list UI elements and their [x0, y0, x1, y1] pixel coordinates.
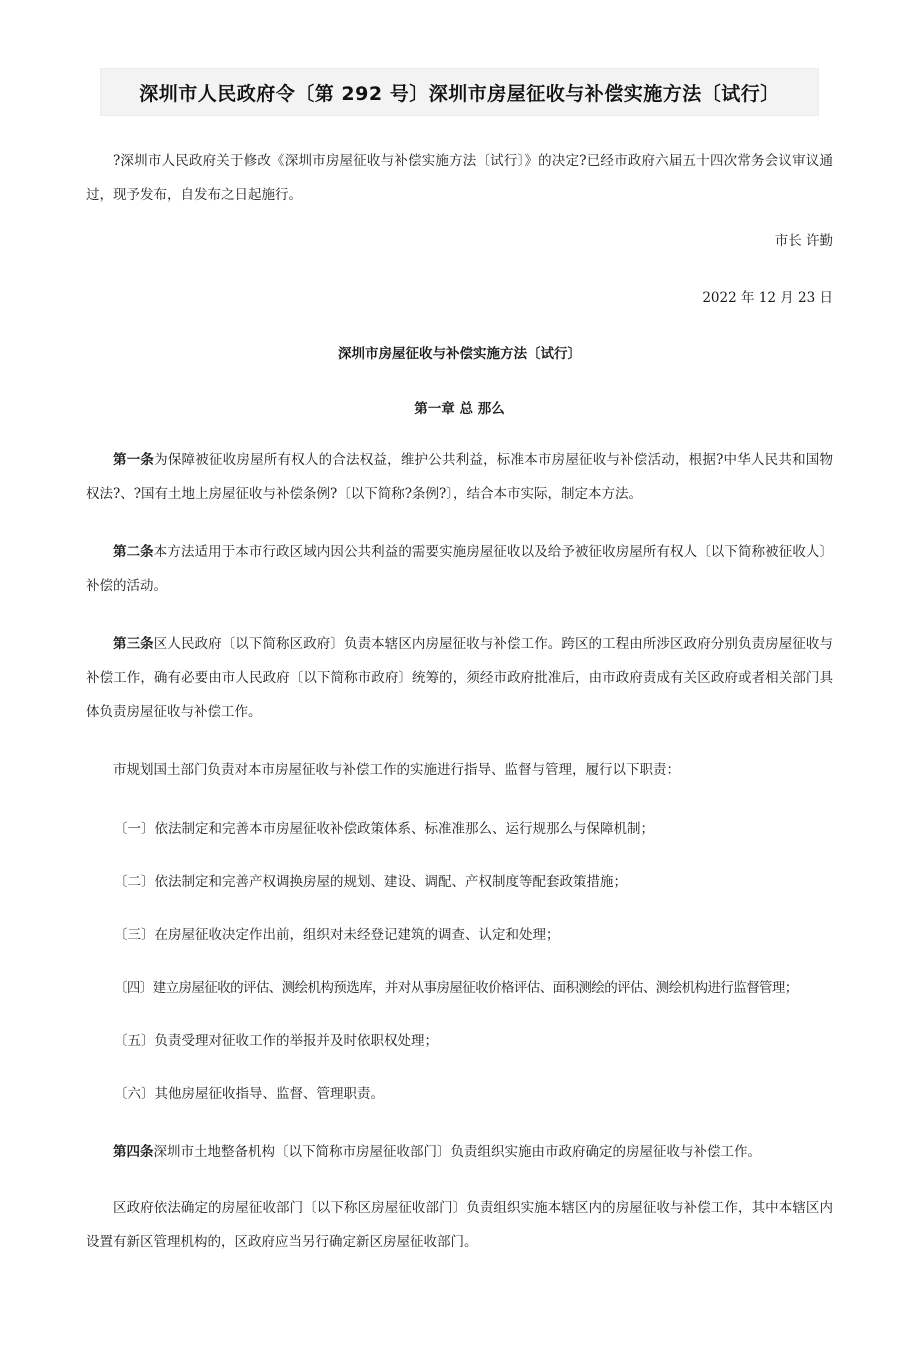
article-1-label: 第一条: [113, 452, 155, 468]
duties-intro: 市规划国土部门负责对本市房屋征收与补偿工作的实施进行指导、监督与管理，履行以下职责：: [113, 762, 680, 778]
signature: 市长 许勤: [774, 233, 833, 249]
duty-item-2: 〔二〕依法制定和完善产权调换房屋的规划、建设、调配、产权制度等配套政策措施；: [114, 874, 627, 890]
duty-item-6: 〔六〕其他房屋征收指导、监督、管理职责。: [114, 1086, 384, 1102]
article-4-label: 第四条: [113, 1144, 154, 1160]
document-subtitle: 深圳市房屋征收与补偿实施方法〔试行〕: [338, 346, 581, 362]
chapter-heading: 第一章 总 那么: [414, 401, 505, 417]
article-1: [86, 443, 833, 511]
duty-item-1: 〔一〕依法制定和完善本市房屋征收补偿政策体系、标准准那么、运行规那么与保障机制；: [114, 821, 654, 837]
duty-item-4: 〔四〕建立房屋征收的评估、测绘机构预选库，并对从事房屋征收价格评估、面积测绘的评估、测绘机构进行监督管理；: [114, 980, 798, 996]
article-1-text: 为保障被征收房屋所有权人的合法权益，维护公共利益，标准本市房屋征收与补偿活动，根据?中华人民共和国物权法?、?国有土地上房屋征收与补偿条例?〔以下简称?条例?〕，结合本市实际，制定本方法。: [86, 452, 833, 502]
preamble-paragraph: ?深圳市人民政府关于修改《深圳市房屋征收与补偿实施方法〔试行〕》的决定?已经市政府六届五十四次常务会议审议通过，现予发布，自发布之日起施行。: [86, 153, 833, 203]
title-band: [100, 68, 819, 116]
article-3-label: 第三条: [113, 636, 154, 652]
article-2: [86, 535, 833, 603]
document-title: 深圳市人民政府令〔第 292 号〕深圳市房屋征收与补偿实施方法〔试行〕: [139, 82, 780, 105]
duty-item-5: 〔五〕负责受理对征收工作的举报并及时依职权处理；: [114, 1033, 438, 1049]
article-2-label: 第二条: [113, 544, 154, 560]
article-4-text: 深圳市土地整备机构〔以下简称市房屋征收部门〕负责组织实施由市政府确定的房屋征收与补偿工作。: [153, 1144, 761, 1160]
article-3-text: 区人民政府〔以下简称区政府〕负责本辖区内房屋征收与补偿工作。跨区的工程由所涉区政府分别负责房屋征收与补偿工作，确有必要由市人民政府〔以下简称市政府〕统筹的，须经市政府批准后，由市政府责成有关区政府或者相关部门具体负责房屋征收与补偿工作。: [86, 636, 834, 720]
document-page: [0, 68, 920, 1370]
issue-date: 2022 年 12 月 23 日: [702, 290, 833, 306]
article-4: [86, 1135, 833, 1169]
article-2-text: 本方法适用于本市行政区域内因公共利益的需要实施房屋征收以及给予被征收房屋所有权人〔以下简称被征收人〕补偿的活动。: [86, 544, 834, 594]
duty-item-3: 〔三〕在房屋征收决定作出前，组织对未经登记建筑的调查、认定和处理；: [114, 927, 560, 943]
article-3: [86, 627, 833, 729]
closing-paragraph: 区政府依法确定的房屋征收部门〔以下称区房屋征收部门〕负责组织实施本辖区内的房屋征收与补偿工作，其中本辖区内设置有新区管理机构的，区政府应当另行确定新区房屋征收部门。: [86, 1200, 833, 1250]
